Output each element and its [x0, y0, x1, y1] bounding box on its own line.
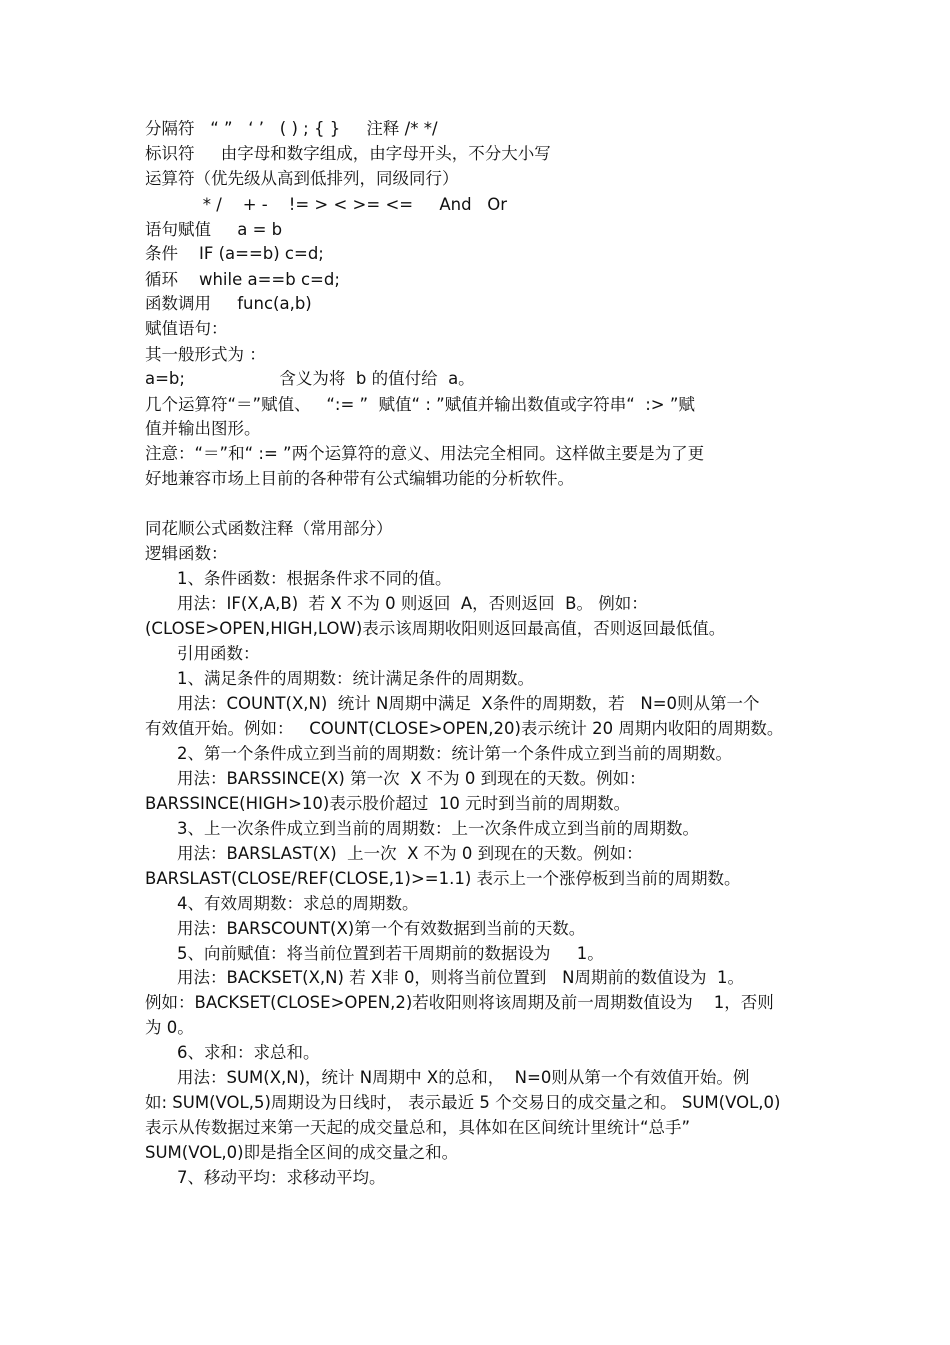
text-line: 3、上一次条件成立到当前的周期数：上一次条件成立到当前的周期数。: [177, 819, 699, 838]
text-line: 分隔符 “ ” ‘ ’ ( ) ; { } 注释 /* */: [145, 119, 438, 138]
text-line: 好地兼容市场上目前的各种带有公式编辑功能的分析软件。: [145, 469, 574, 488]
text-line: SUM(VOL,0)即是指全区间的成交量之和。: [145, 1143, 459, 1162]
text-line: 值并输出图形。: [145, 419, 261, 438]
text-line: 用法：BARSCOUNT(X)第一个有效数据到当前的天数。: [177, 919, 586, 938]
text-line: 循环 while a==b c=d;: [145, 270, 340, 289]
text-line: BARSSINCE(HIGH>10)表示股价超过 10 元时到当前的周期数。: [145, 794, 631, 813]
text-line: 用法：SUM(X,N)，统计 N周期中 X的总和， N=0则从第一个有效值开始。例: [177, 1068, 750, 1087]
text-line: 函数调用 func(a,b): [145, 294, 312, 313]
text-line: 几个运算符“＝”赋值、 “:= ” 赋值“ : ”赋值并输出数值或字符串“ :> ”赋: [145, 395, 695, 414]
text-line: 7、移动平均：求移动平均。: [177, 1168, 386, 1187]
text-line: 其一般形式为 ：: [145, 345, 266, 364]
text-line: 引用函数：: [177, 644, 260, 663]
section-title: 同花顺公式函数注释（常用部分）: [145, 519, 393, 538]
text-line: 4、有效周期数：求总的周期数。: [177, 894, 419, 913]
text-line: 2、第一个条件成立到当前的周期数：统计第一个条件成立到当前的周期数。: [177, 744, 732, 763]
text-line: 赋值语句：: [145, 319, 228, 338]
text-line: 运算符（优先级从高到低排列，同级同行）: [145, 169, 459, 188]
text-line: 用法：IF(X,A,B) 若 X 不为 0 则返回 A，否则返回 B。 例如：: [177, 594, 648, 613]
text-line: 语句赋值 a = b: [145, 220, 283, 239]
text-line: 表示从传数据过来第一天起的成交量总和，具体如在区间统计里统计“总手”: [145, 1118, 691, 1137]
text-line: 1、条件函数：根据条件求不同的值。: [177, 569, 452, 588]
text-line: 用法：COUNT(X,N) 统计 N周期中满足 X条件的周期数，若 N=0则从第一个: [177, 694, 760, 713]
text-line: 有效值开始。例如： COUNT(CLOSE>OPEN,20)表示统计 20 周期内收阳的周期数。: [145, 719, 784, 738]
text-line: 标识符 由字母和数字组成，由字母开头，不分大小写: [145, 144, 551, 163]
text-line: BARSLAST(CLOSE/REF(CLOSE,1)>=1.1) 表示上一个涨停板到当前的周期数。: [145, 869, 741, 888]
text-line: 用法：BARSSINCE(X) 第一次 X 不为 0 到现在的天数。例如：: [177, 769, 646, 788]
text-line: 5、向前赋值：将当前位置到若干周期前的数据设为 1。: [177, 944, 604, 963]
text-line: 例如：BACKSET(CLOSE>OPEN,2)若收阳则将该周期及前一周期数值设为 1，否则: [145, 993, 774, 1012]
text-line: 条件 IF (a==b) c=d;: [145, 244, 324, 263]
text-line: 用法：BARSLAST(X) 上一次 X 不为 0 到现在的天数。例如：: [177, 844, 643, 863]
text-line: 为 0。: [145, 1018, 194, 1037]
text-line: 如: SUM(VOL,5)周期设为日线时， 表示最近 5 个交易日的成交量之和。 SUM(VOL,0): [145, 1093, 781, 1112]
text-line: 注意：“＝”和“ := ”两个运算符的意义、用法完全相同。这样做主要是为了更: [145, 444, 705, 463]
text-line: 用法：BACKSET(X,N) 若 X非 0，则将当前位置到 N周期前的数值设为 1。: [177, 968, 745, 987]
text-line: * / + - != > < >= <= And Or: [145, 195, 508, 214]
text-line: (CLOSE>OPEN,HIGH,LOW)表示该周期收阳则返回最高值，否则返回最低值。: [145, 619, 726, 638]
text-line: 逻辑函数：: [145, 544, 228, 563]
text-line: 1、满足条件的周期数：统计满足条件的周期数。: [177, 669, 534, 688]
text-line: a=b; 含义为将 b 的值付给 a。: [145, 369, 475, 388]
text-line: 6、求和：求总和。: [177, 1043, 320, 1062]
